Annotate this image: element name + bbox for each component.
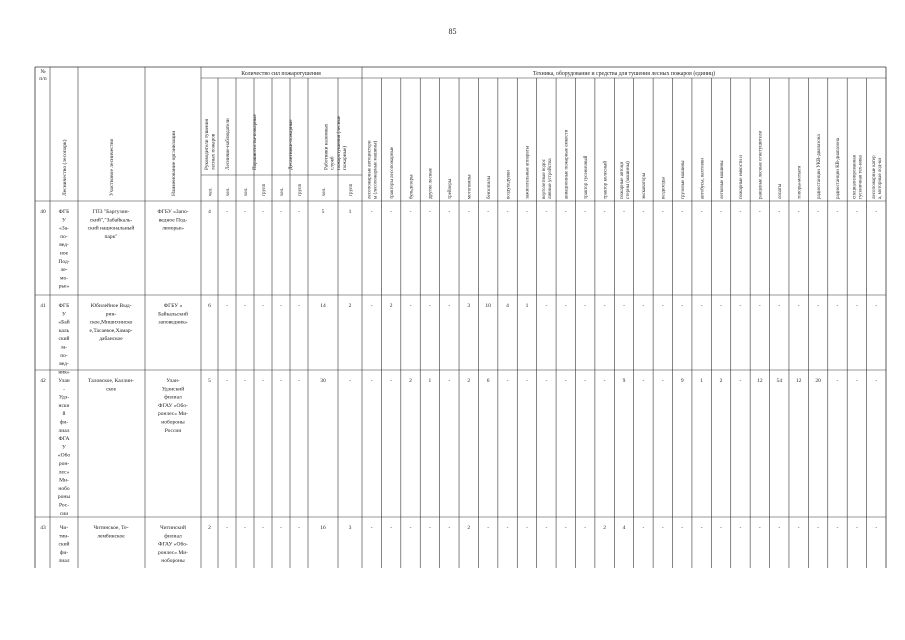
cell-equipment: - — [778, 209, 781, 215]
cell-force: - — [280, 525, 282, 531]
header-col-num: № — [40, 69, 46, 75]
cell-equipment: - — [642, 525, 645, 531]
cell-force: 3 — [348, 525, 352, 531]
cell-equipment: - — [623, 209, 625, 215]
row-forestry: мо- — [59, 275, 69, 282]
row-organization: заповедник» — [158, 319, 188, 326]
cell-equipment: - — [661, 525, 664, 531]
row-forestry: Удэ- — [58, 394, 70, 401]
row-organization: ФГБУ «Запо- — [157, 209, 189, 215]
row-forestry: тин- — [58, 533, 70, 540]
cell-equipment: - — [487, 209, 490, 215]
header-force-col: Лесничие-наблюдатели — [224, 118, 231, 170]
cell-equipment: 9 — [680, 378, 684, 384]
row-organization: России — [164, 427, 182, 434]
row-forestry: по- — [60, 233, 68, 240]
cell-equipment: - — [720, 209, 722, 215]
cell-force: - — [298, 525, 300, 531]
cell-equipment: - — [817, 209, 819, 215]
header-group-forces: Количество сил пожаротушения — [241, 71, 321, 77]
row-forestry: «Обо — [57, 452, 71, 459]
cell-equipment: - — [603, 378, 606, 384]
cell-equipment: - — [758, 209, 761, 215]
cell-equipment: - — [661, 378, 664, 384]
cell-equipment: - — [875, 378, 878, 384]
row-forestry: У — [62, 311, 66, 318]
cell-equipment: - — [778, 525, 781, 531]
cell-equipment: - — [681, 303, 684, 309]
row-forestry: - — [63, 386, 65, 393]
cell-force: 5 — [321, 209, 325, 215]
cell-equipment: - — [836, 303, 839, 309]
row-district: е,Тасаевое,Хамар- — [89, 327, 133, 334]
row-district: парк" — [104, 233, 118, 240]
cell-equipment: - — [661, 303, 664, 309]
row-organization: леморье» — [162, 225, 184, 232]
cell-equipment: - — [390, 209, 393, 215]
header-unit: групп — [349, 183, 354, 196]
cell-equipment: - — [409, 525, 412, 531]
cell-equipment: - — [642, 378, 645, 384]
cell-equipment: - — [720, 303, 722, 309]
cell-equipment: - — [875, 209, 878, 215]
header-equipment-col: стерны (машины) — [625, 161, 631, 199]
header-equipment-col: гусеничная тех-ника — [858, 155, 864, 199]
row-organization: Улан- — [166, 378, 180, 384]
cell-equipment: 2 — [719, 378, 723, 384]
cell-equipment: 54 — [776, 378, 783, 384]
cell-equipment: 12 — [795, 378, 802, 384]
row-forestry: Улан — [58, 378, 70, 384]
cell-force: - — [226, 209, 228, 215]
header-equipment-col: бензопилы — [486, 175, 492, 199]
row-forestry: нски — [58, 402, 70, 409]
row-forestry: вед- — [59, 361, 69, 368]
cell-equipment: - — [429, 209, 431, 215]
header-col-org: Наименование организации — [170, 130, 177, 196]
row-forestry: ский — [58, 541, 70, 548]
cell-equipment: - — [642, 303, 645, 309]
header-unit: чел. — [244, 187, 249, 196]
header-force-col: лесных пожаров — [210, 133, 217, 170]
header-equipment-col: лопаты — [778, 183, 784, 199]
row-forestry: роны — [57, 494, 71, 501]
row-district: ский национальный — [87, 225, 135, 232]
cell-force: - — [244, 378, 246, 384]
row-organization: Байкальский — [158, 311, 188, 318]
header-equipment-col: пожарные емкости и — [739, 155, 745, 199]
cell-force: - — [349, 378, 351, 384]
header-equipment-col: легковые машины — [719, 160, 725, 199]
cell-force: 14 — [320, 303, 326, 309]
cell-equipment: - — [603, 209, 606, 215]
row-organization: ронлес» Ми- — [158, 411, 188, 418]
header-equipment-col: зажигательные аппараты — [525, 145, 531, 199]
cell-equipment: - — [836, 525, 839, 531]
row-forestry: ФГБ — [58, 303, 70, 309]
row-organization: ФГБУ « — [163, 303, 183, 309]
cell-equipment: 6 — [486, 378, 490, 384]
cell-force: - — [226, 525, 228, 531]
cell-equipment: - — [758, 303, 761, 309]
cell-equipment: - — [506, 525, 509, 531]
row-forestry: лиал — [58, 427, 70, 434]
header-equipment-col: бульдозеры — [409, 174, 415, 199]
cell-equipment: - — [370, 303, 373, 309]
row-forestry: ФГА — [58, 436, 70, 443]
header-equipment-col: ливные устройства — [548, 158, 554, 199]
row-forestry: Чи- — [59, 525, 69, 531]
cell-equipment: - — [584, 209, 587, 215]
cell-force: - — [280, 209, 282, 215]
cell-force: - — [262, 525, 264, 531]
row-district: дабанское — [99, 336, 123, 343]
cell-equipment: - — [603, 303, 606, 309]
cell-equipment: - — [855, 525, 858, 531]
header-col-forestry: Лесничество (лесопарк) — [61, 139, 68, 196]
row-organization: филиал — [164, 394, 182, 401]
cell-equipment: - — [817, 525, 819, 531]
cell-equipment: - — [545, 303, 548, 309]
cell-force: - — [280, 303, 282, 309]
cell-equipment: - — [564, 303, 567, 309]
cell-equipment: - — [875, 525, 878, 531]
cell-equipment: - — [642, 209, 645, 215]
cell-force: - — [226, 378, 228, 384]
header-equipment-col: радиостанции КВ-диапазона — [836, 137, 842, 199]
cell-equipment: 4 — [622, 525, 626, 531]
header-equipment-col: а, моторные лод-ки — [878, 157, 884, 199]
header-unit: чел. — [208, 187, 214, 196]
cell-equipment: 1 — [428, 378, 432, 384]
header-equipment-col: ранцевые лесные огнетушители — [758, 130, 764, 199]
row-forestry: за- — [60, 344, 68, 351]
row-organization: ФГАУ «Обо- — [158, 402, 188, 409]
header-unit: групп — [298, 183, 303, 196]
row-organization: Читинский — [160, 525, 186, 531]
row-forestry: Под- — [58, 258, 70, 265]
header-equipment-col: радиостанции УКВ-диапазона — [816, 134, 822, 199]
cell-equipment: - — [584, 525, 587, 531]
cell-equipment: - — [584, 303, 587, 309]
cell-equipment: - — [409, 303, 412, 309]
cell-force: - — [244, 209, 246, 215]
cell-force: - — [298, 303, 300, 309]
cell-equipment: - — [564, 209, 567, 215]
cell-force: - — [262, 303, 264, 309]
header-equipment-col: специализированная — [852, 155, 858, 199]
cell-equipment: 2 — [467, 525, 471, 531]
cell-force: - — [244, 303, 246, 309]
cell-equipment: 10 — [485, 303, 491, 309]
header-equipment-col: авиационные пожарные емкости — [564, 129, 570, 199]
cell-equipment: 2 — [409, 378, 412, 384]
cell-equipment: - — [797, 209, 800, 215]
cell-equipment: - — [448, 303, 451, 309]
header-equipment-col: мотопомпы — [467, 174, 473, 199]
cell-equipment: - — [506, 209, 509, 215]
header-group-equipment: Техника, оборудование и средства для тушения лесных пожаров (единиц) — [532, 71, 716, 77]
row-organization: Удэнский — [161, 386, 185, 393]
cell-equipment: - — [564, 378, 567, 384]
row-forestry: «Бай — [58, 319, 70, 326]
row-district: лембинское — [97, 533, 125, 540]
cell-force: - — [226, 303, 228, 309]
row-forestry: по- — [60, 352, 68, 359]
cell-equipment: 12 — [757, 378, 763, 384]
row-forestry: й — [62, 411, 66, 418]
cell-force: - — [298, 209, 300, 215]
cell-equipment: - — [700, 525, 703, 531]
cell-equipment: - — [700, 209, 703, 215]
cell-equipment: - — [390, 525, 393, 531]
header-equipment-col: грузовые машины — [680, 160, 686, 199]
cell-equipment: - — [390, 378, 393, 384]
row-forestry: фи- — [59, 419, 69, 426]
cell-equipment: - — [584, 378, 587, 384]
cell-equipment: - — [545, 209, 548, 215]
cell-force: - — [244, 525, 246, 531]
cell-equipment: 9 — [622, 378, 626, 384]
cell-equipment: - — [758, 525, 761, 531]
cell-equipment: - — [817, 303, 819, 309]
header-col-num: п/п — [39, 76, 47, 82]
header-unit: чел. — [322, 187, 327, 196]
row-forestry: У — [62, 217, 66, 224]
cell-equipment: - — [564, 525, 567, 531]
row-forestry: лес» — [58, 469, 70, 476]
header-equipment-col: топоры-мотыги — [797, 165, 803, 199]
cell-equipment: 20 — [815, 378, 821, 384]
row-organization: ронлес» Ми- — [158, 549, 188, 556]
row-district: Таловское, Каллин- — [88, 378, 134, 384]
cell-equipment: - — [526, 209, 528, 215]
row-organization: ведное Под- — [158, 217, 188, 224]
cell-force: - — [262, 209, 264, 215]
cell-equipment: 2 — [389, 303, 393, 309]
header-equipment-col: лесопожарные автоцистерн — [367, 140, 373, 199]
row-number: 41 — [40, 303, 46, 309]
cell-force: 30 — [320, 378, 326, 384]
header-force-col: пожаротушения (лесные — [335, 115, 342, 170]
cell-equipment: - — [855, 378, 858, 384]
header-force-col: пожарные) — [342, 145, 349, 170]
cell-equipment: - — [836, 209, 839, 215]
header-equipment-col: ы (лесопожарные машины) — [373, 140, 379, 199]
cell-equipment: - — [448, 525, 451, 531]
cell-equipment: - — [429, 303, 431, 309]
cell-equipment: - — [700, 303, 703, 309]
header-equipment-col: трактор гусеничный — [583, 155, 589, 199]
cell-force: - — [280, 378, 282, 384]
row-forestry: нобо — [58, 485, 70, 492]
row-forestry: рье» — [58, 283, 70, 290]
cell-force: 1 — [348, 209, 352, 215]
row-forestry: Рос- — [58, 502, 70, 509]
row-forestry: лиал — [58, 558, 70, 565]
header-equipment-col: вертолетные водос — [542, 158, 548, 199]
row-forestry: ский — [58, 336, 70, 343]
page-number: 85 — [448, 27, 457, 36]
cell-equipment: - — [429, 525, 431, 531]
row-forestry: «За- — [59, 225, 69, 232]
cell-equipment: - — [875, 303, 878, 309]
cell-equipment: - — [448, 209, 451, 215]
cell-equipment: - — [836, 378, 839, 384]
cell-force: 4 — [208, 209, 211, 215]
cell-force: - — [298, 378, 300, 384]
row-organization: ФГАУ «Обо- — [158, 541, 188, 548]
header-equipment-col: вездеходы — [661, 177, 667, 199]
header-equipment-col: трактор колесный — [603, 160, 609, 199]
header-force-col: Работники наземных — [323, 123, 330, 170]
cell-equipment: - — [487, 525, 490, 531]
header-equipment-col: автобусы, вахтовки — [700, 158, 706, 199]
row-forestry: У — [62, 444, 66, 451]
row-organization: филиал — [164, 533, 182, 540]
cell-force: 2 — [348, 303, 352, 309]
header-equipment-col: воздуходувки — [506, 170, 512, 199]
row-forestry: ное — [59, 250, 69, 257]
row-number: 40 — [40, 209, 46, 215]
row-forestry: Мн- — [59, 477, 69, 484]
row-district: ское — [105, 386, 117, 393]
cell-equipment: - — [526, 525, 528, 531]
cell-equipment: 1 — [525, 303, 529, 309]
cell-equipment: - — [720, 525, 722, 531]
row-district: рин- — [105, 311, 117, 318]
header-equipment-col: трейлеры — [448, 178, 454, 199]
cell-equipment: - — [545, 378, 548, 384]
row-forestry: ле- — [60, 267, 68, 274]
cell-equipment: - — [661, 209, 664, 215]
cell-equipment: - — [526, 378, 528, 384]
cell-equipment: - — [370, 209, 373, 215]
row-district: ское,Мишихинско — [89, 319, 133, 326]
cell-equipment: - — [739, 378, 742, 384]
cell-force: 5 — [208, 378, 211, 384]
row-district: ский","Забайкаль- — [89, 217, 133, 224]
cell-equipment: - — [739, 303, 742, 309]
cell-equipment: - — [623, 303, 625, 309]
header-equipment-col: тракторы лесопожарные — [389, 146, 395, 199]
row-district: Читинское, Те- — [93, 525, 129, 531]
header-force-col: служб — [329, 156, 336, 170]
row-forestry: фи- — [59, 549, 69, 556]
cell-equipment: - — [370, 525, 373, 531]
cell-force: 6 — [208, 303, 211, 309]
header-unit: групп — [262, 183, 267, 196]
cell-equipment: - — [448, 378, 451, 384]
row-district: Юбилейное Выд- — [90, 303, 132, 309]
cell-equipment: - — [778, 303, 781, 309]
cell-equipment: 1 — [700, 378, 704, 384]
cell-equipment: 2 — [467, 378, 471, 384]
header-force-col: Парашютисты-пожарные — [251, 114, 258, 170]
cell-equipment: - — [681, 525, 684, 531]
cell-force: 16 — [320, 525, 326, 531]
header-force-col: Руководители тушения — [204, 119, 211, 170]
header-equipment-col: лесопожарные катер — [872, 155, 878, 199]
row-number: 42 — [40, 378, 46, 384]
cell-equipment: - — [739, 209, 742, 215]
cell-equipment: - — [681, 209, 684, 215]
cell-force: 2 — [208, 525, 211, 531]
cell-equipment: - — [409, 209, 412, 215]
cell-equipment: - — [739, 525, 742, 531]
cell-equipment: 3 — [467, 303, 471, 309]
cell-equipment: - — [855, 303, 858, 309]
header-col-district: Участковое лесничество — [108, 138, 115, 196]
row-forestry: ФГБ — [58, 209, 70, 215]
cell-equipment: - — [467, 209, 470, 215]
row-forestry: вед- — [59, 242, 69, 249]
cell-equipment: - — [855, 209, 858, 215]
cell-equipment: - — [797, 303, 800, 309]
row-organization: нобороны — [161, 558, 185, 565]
header-equipment-col: экскаваторы — [642, 172, 648, 199]
header-equipment-col: другие лесные — [428, 168, 434, 199]
header-equipment-col: пожарные автоци — [619, 161, 625, 199]
cell-equipment: - — [797, 525, 800, 531]
cell-equipment: - — [545, 525, 548, 531]
row-forestry: ник» — [58, 369, 70, 376]
row-forestry: рон- — [58, 461, 70, 467]
header-force-col: Десантники-пожарные — [287, 119, 294, 170]
cell-equipment: - — [506, 378, 509, 384]
header-unit: чел. — [280, 187, 285, 196]
cell-equipment: 4 — [506, 303, 509, 309]
row-forestry: каль — [58, 327, 70, 334]
header-unit: чел. — [226, 187, 231, 196]
row-district: ГПЗ "Баргузин- — [92, 209, 130, 215]
cell-equipment: 2 — [603, 525, 606, 531]
row-forestry: сии — [59, 510, 69, 517]
cell-equipment: - — [370, 378, 373, 384]
cell-force: - — [262, 378, 264, 384]
row-number: 43 — [40, 525, 46, 531]
row-organization: нобороны — [161, 419, 185, 426]
